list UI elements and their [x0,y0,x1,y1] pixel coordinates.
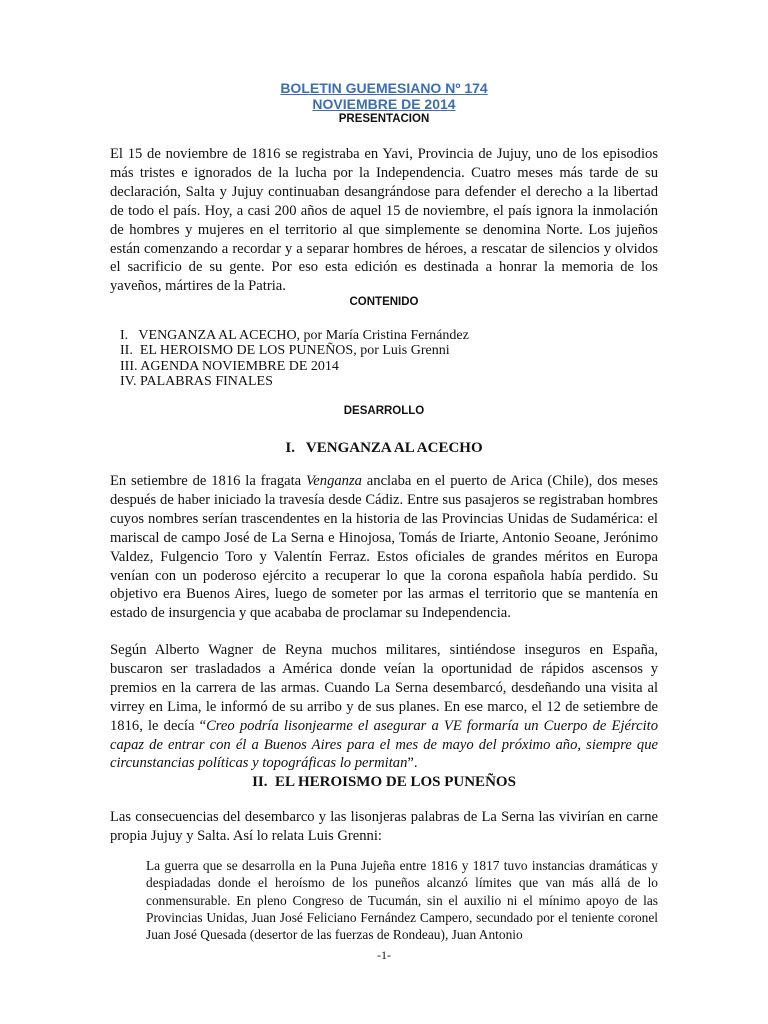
desarrollo-heading: DESARROLLO [343,405,425,417]
toc-item-3: III. AGENDA NOVIEMBRE DE 2014 [120,358,339,374]
presentacion-paragraph: El 15 de noviembre de 1816 se registraba en Yavi, Provincia de Jujuy, uno de los episodios más tristes e ignorados de la lucha por la Independencia. Cuatro meses más tarde de su declaración, Salta y Jujuy continuaban desangrándose para defender el derecho a la libertad de todo el país. Hoy, a casi 200 años de aquel 15 de noviembre, el país ignora la inmolación de hombres y mujeres en el territorio al que simplemente se denomina Norte. Los jujeños están comenzando a recordar y a separar hombres de héroes, a rescatar de silencios y olvidos el sacrificio de su gente. Por eso esta edición es destinada a honrar la memoria de los yaveños, mártires de la Patria. [110,146,658,295]
toc-item-4: IV. PALABRAS FINALES [120,373,273,389]
page-number: -1- [377,948,391,962]
bulletin-date: NOVIEMBRE DE 2014 [312,96,456,112]
table-of-contents [120,328,620,389]
toc-item-2: II. EL HEROISMO DE LOS PUNEÑOS, por Luis Grenni [120,343,450,359]
presentacion-heading: PRESENTACION [338,113,430,125]
grenni-quote-block: La guerra que se desarrolla en la Puna Jujeña entre 1816 y 1817 tuvo instancias dramáticas y despiadadas donde el heroísmo de los puneños alcanzó límites que van más allá de lo conmensurable. En pleno Congreso de Tucumán, sin el auxilio ni el mínimo apoyo de las Provincias Unidas, Juan José Feliciano Fernández Campero, secundado por el teniente coronel Juan José Quesada (desertor de las fuerzas de Rondeau), Juan Antonio [146,858,658,943]
ship-name: Venganza [306,473,362,489]
bulletin-title: BOLETIN GUEMESIANO Nº 174 [280,80,488,96]
venganza-paragraph-1: En setiembre de 1816 la fragata Venganza anclaba en el puerto de Arica (Chile), dos meses después de haber iniciado la travesía desde Cádiz. Entre sus pasajeros se registraban hombres cuyos nombres serían trascendentes en la historia de las Provincias Unidas de Sudamérica: el mariscal de campo José de La Serna e Hinojosa, Tomás de Iriarte, Antonio Seoane, Jerónimo Valdez, Fulgencio Toro y Valentín Ferraz. Estos oficiales de grandes méritos en Europa venían con un poderoso ejército a recuperar lo que la corona española había perdido. Su objetivo era Buenos Aires, luego de someter por las armas el territorio que se mantenía en estado de insurgencia y que acababa de proclamar su Independencia. [110,473,658,622]
contenido-heading: CONTENIDO [349,296,419,308]
section-title-venganza: I. VENGANZA AL ACECHO [285,440,483,456]
venganza-paragraph-2: Según Alberto Wagner de Reyna muchos militares, sintiéndose inseguros en España, buscaron ser trasladados a América donde veían la oportunidad de rápidos ascensos y premios en la carrera de las armas. Cuando La Serna desembarcó, desdeñando una visita al virrey en Lima, le informó de su arribo y de sus planes. En ese marco, el 12 de setiembre de 1816, le decía “Creo podría lisonjearme el asegurar a VE formaría un Cuerpo de Ejército capaz de entrar con él a Buenos Aires para el mes de mayo del próximo año, siempre que circunstancias políticas y topográficas lo permitan”. [110,642,658,772]
section-title-heroismo: II. EL HEROISMO DE LOS PUNEÑOS [252,774,516,790]
la-serna-quote: Creo podría lisonjearme el asegurar a VE formaría un Cuerpo de Ejército capaz de entrar con él a Buenos Aires para el mes de mayo del próximo año, siempre que circunstancias políticas y topográficas lo permitan [110,717,658,772]
heroismo-paragraph: Las consecuencias del desembarco y las lisonjeras palabras de La Serna las vivirían en carne propia Jujuy y Salta. Así lo relata Luis Grenni: [110,809,658,844]
toc-item-1: I. VENGANZA AL ACECHO, por María Cristina Fernández [120,328,469,343]
